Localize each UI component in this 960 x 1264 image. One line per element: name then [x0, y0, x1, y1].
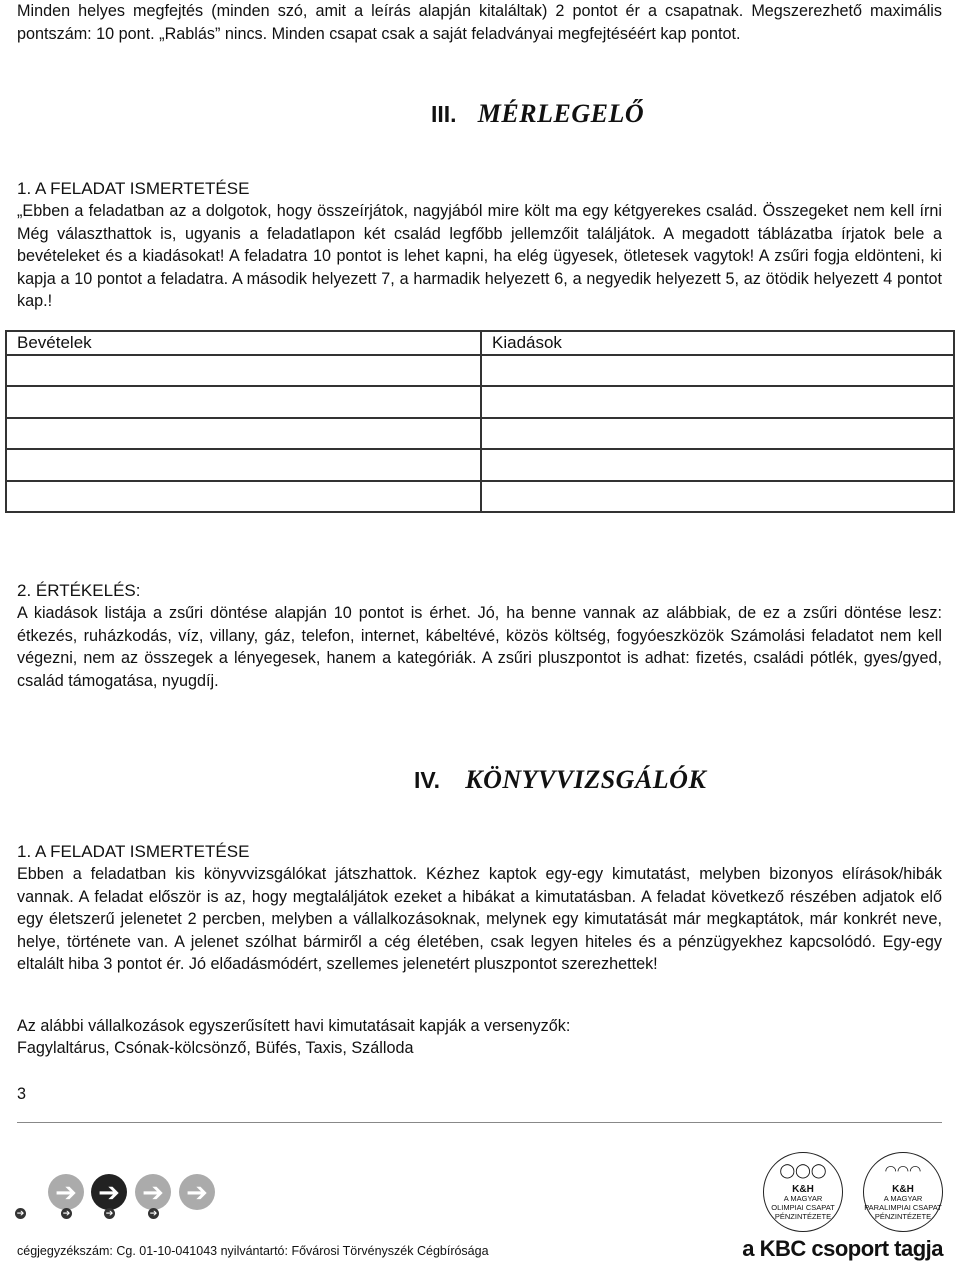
table-cell[interactable]	[481, 481, 954, 512]
footer-divider	[17, 1122, 942, 1123]
seal-line: PÉNZINTÉZETE	[874, 1212, 932, 1221]
table-cell[interactable]	[6, 355, 481, 386]
task-heading: 1. A FELADAT ISMERTETÉSE	[17, 842, 250, 861]
page-number: 3	[17, 1085, 27, 1103]
business-list: Fagylaltárus, Csónak-kölcsönző, Büfés, Taxis, Szálloda	[17, 1039, 414, 1057]
paralympic-agitos-icon: ◠◠◠	[884, 1162, 922, 1178]
table-cell[interactable]	[481, 449, 954, 480]
seal-line: A MAGYAR	[883, 1194, 923, 1203]
seal-line: A MAGYAR	[783, 1194, 823, 1203]
table-cell[interactable]	[6, 418, 481, 449]
task-description: Ebben a feladatban kis könyvvizsgálókat játszhattok. Kézhez kaptok egy-egy kimutatást, melyben bizonyos elírások/hibák vannak. A feladat először is az, hogy megtaláljátok ezeket a hibákat a kimutatásban. A feladat következő részében adjatok elő egy életszerű jelenetet 2 percben, melyben a vállalkozásoknak, melynek egy kimutatását már megkaptátok, már konkrét neve, helye, története van. A jelenet szólhat bármiről a cég életében, csak legyen hiteles és a pénzügyekhez kapcsolódó. Egy-egy eltalált hiba 3 pontot ér. Jó előadásmódért, szellemes jelenetért pluszpontot szerezhettek!	[17, 865, 942, 973]
table-cell[interactable]	[481, 386, 954, 417]
table-cell[interactable]	[6, 481, 481, 512]
income-expense-table	[5, 330, 955, 513]
paralympic-team-seal	[863, 1152, 943, 1232]
table-cell[interactable]	[481, 355, 954, 386]
arrow-icon: ➔	[62, 1208, 71, 1218]
arrow-icon: ➔	[149, 1208, 158, 1218]
section-number: III.	[431, 101, 457, 127]
section-title-könyvvizsgálók	[414, 764, 706, 795]
task-description: „Ebben a feladatban az a dolgotok, hogy összeírjátok, nagyjából mire költ ma egy kétgyerekes család. Összegeket nem kell írni Még választhattok is, ugyanis a feladatlapon két család legfőbb jellemzőit találjátok. A megadott táblázatba írjatok bele a bevételeket és a kiadásokat! A feladatra 10 pontot is lehet kapni, ha elég ügyesek, ötletesek vagytok! A zsűri fogja eldönteni, ki kapja a 10 pontot a feladatra. A második helyezett 7, a harmadik helyezett 6, a negyedik helyezett 5, az ötödik helyezett 4 pontot kap.!	[17, 202, 942, 310]
company-registry: cégjegyzékszám: Cg. 01-10-041043 nyilvántartó: Fővárosi Törvényszék Cégbírósága	[17, 1244, 489, 1258]
arrow-icon: ➔	[105, 1208, 114, 1218]
kbc-tagline: a KBC csoport tagja	[742, 1236, 943, 1261]
arrow-icon: ➔	[48, 1174, 84, 1210]
task-heading: 1. A FELADAT ISMERTETÉSE	[17, 179, 250, 198]
arrow-icon: ➔	[179, 1174, 215, 1210]
income-header: Bevételek	[6, 331, 481, 355]
table-cell[interactable]	[481, 418, 954, 449]
arrow-icon: ➔	[16, 1208, 25, 1218]
section-title-mérlegelő	[431, 98, 644, 129]
expense-header: Kiadások	[481, 331, 954, 355]
section-name: MÉRLEGELŐ	[477, 99, 645, 128]
intro-paragraph: Minden helyes megfejtés (minden szó, amit a leírás alapján kitaláltak) 2 pontot ér a csapatnak. Megszerezhető maximális pontszám: 10 pont. „Rablás” nincs. Minden csapat csak a saját feladványai megfejtéséért kap pontot.	[17, 2, 942, 43]
seal-line: OLIMPIAI CSAPAT	[771, 1203, 835, 1212]
evaluation-text: A kiadások listája a zsűri döntése alapján 10 pontot is érhet. Jó, ha benne vannak az alábbiak, de ez a zsűri döntése lesz: étkezés, ruházkodás, víz, villany, gáz, telefon, internet, kábeltévé, közös költség, fogyóeszközök Számolási feladatot nem kell végezni, nem az összegek a lényegesek, hanem a kategóriák. A zsűri pluszpontot is adhat: fizetés, családi pótlék, gyes/gyed, család támogatása, nyugdíj.	[17, 604, 942, 690]
arrow-icon: ➔	[135, 1174, 171, 1210]
table-cell[interactable]	[6, 449, 481, 480]
seal-line: PARALIMPIAI CSAPAT	[864, 1203, 942, 1212]
olympic-rings-icon: ◯◯◯	[779, 1162, 827, 1178]
section-name: KÖNYVVIZSGÁLÓK	[465, 765, 707, 794]
seal-brand: K&H	[892, 1184, 914, 1195]
section-number: IV.	[414, 767, 441, 793]
seal-brand: K&H	[792, 1184, 814, 1195]
seal-line: PÉNZINTÉZETE	[774, 1212, 832, 1221]
table-cell[interactable]	[6, 386, 481, 417]
arrow-icon: ➔	[91, 1174, 127, 1210]
olympic-team-seal	[763, 1152, 843, 1232]
evaluation-heading: 2. ÉRTÉKELÉS:	[17, 581, 141, 600]
list-intro: Az alábbi vállalkozások egyszerűsített havi kimutatásait kapják a versenyzők:	[17, 1017, 571, 1035]
